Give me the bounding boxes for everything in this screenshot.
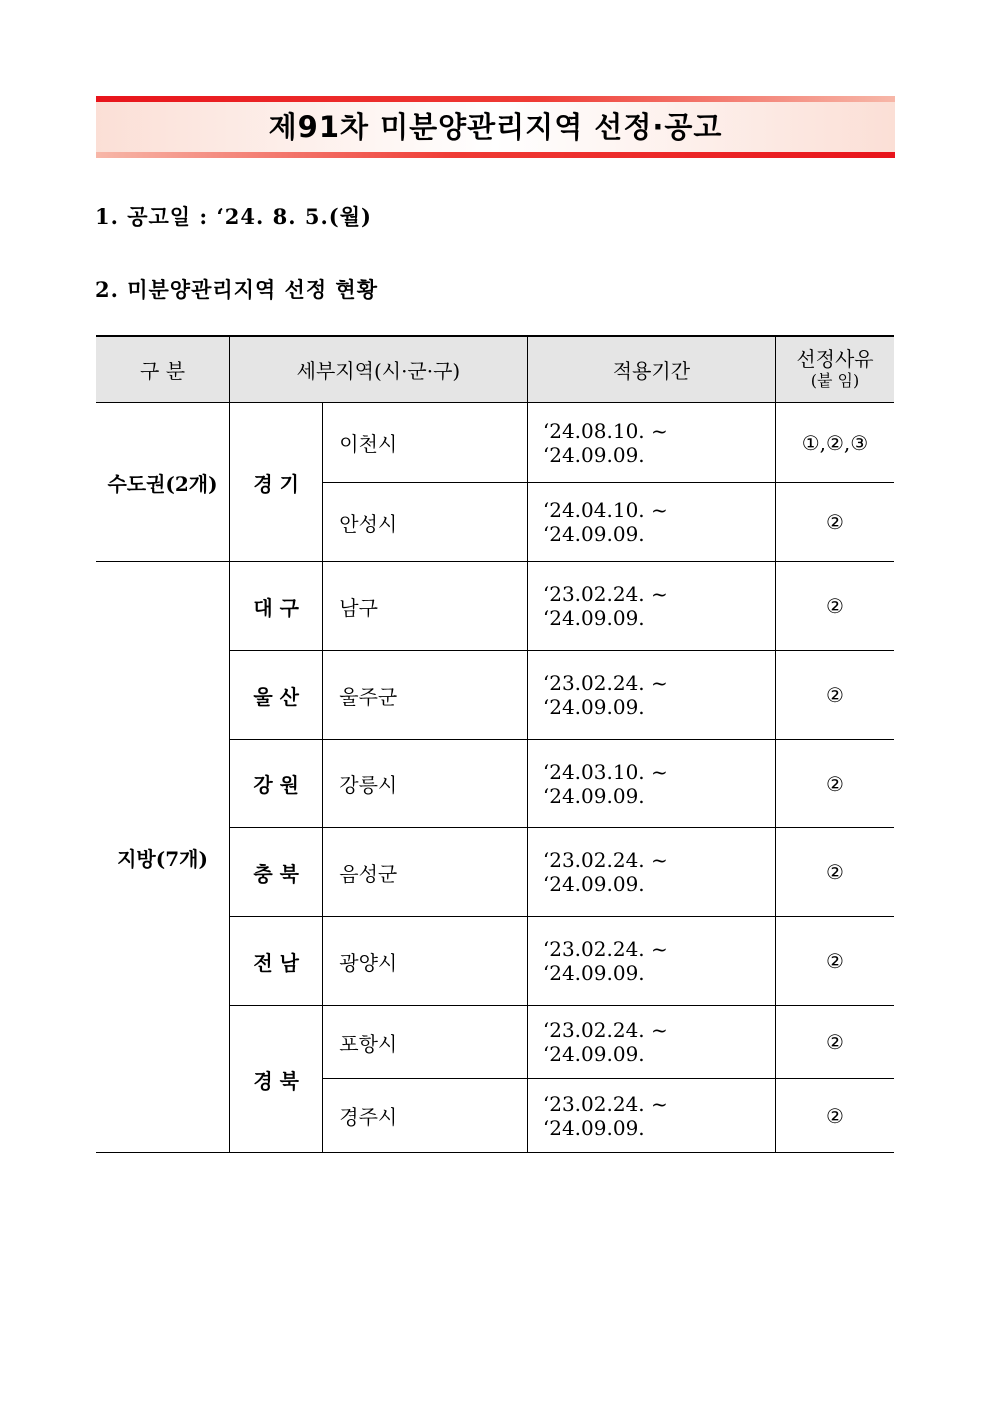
province-ulsan: 울 산 bbox=[230, 651, 323, 740]
section-heading-status: 2. 미분양관리지역 선정 현황 bbox=[95, 277, 379, 302]
reason-cell: ② bbox=[775, 483, 894, 562]
page-title: 제91차 미분양관리지역 선정·공고 bbox=[268, 110, 723, 144]
header-category: 구 분 bbox=[96, 336, 230, 403]
header-reason bbox=[775, 336, 894, 403]
period-cell: ‘24.04.10. ~ ‘24.09.09. bbox=[527, 483, 775, 562]
announcement-date: 1. 공고일 : ‘24. 8. 5.(월) bbox=[95, 204, 372, 229]
period-cell: ‘24.03.10. ~ ‘24.09.09. bbox=[527, 740, 775, 828]
reason-cell: ② bbox=[775, 1079, 894, 1153]
province-chungbuk: 충 북 bbox=[230, 828, 323, 917]
city-cell: 울주군 bbox=[323, 651, 528, 740]
city-cell: 경주시 bbox=[323, 1079, 528, 1153]
reason-cell: ② bbox=[775, 740, 894, 828]
city-cell: 포항시 bbox=[323, 1006, 528, 1079]
province-gyeongbuk: 경 북 bbox=[230, 1006, 323, 1153]
period-cell: ‘23.02.24. ~ ‘24.09.09. bbox=[527, 1079, 775, 1153]
group-capital: 수도권(2개) bbox=[96, 403, 230, 562]
title-banner bbox=[96, 96, 895, 158]
table-row bbox=[96, 562, 894, 651]
province-daegu: 대 구 bbox=[230, 562, 323, 651]
city-cell: 남구 bbox=[323, 562, 528, 651]
province-gyeonggi: 경 기 bbox=[230, 403, 323, 562]
period-cell: ‘23.02.24. ~ ‘24.09.09. bbox=[527, 651, 775, 740]
header-period: 적용기간 bbox=[527, 336, 775, 403]
reason-cell: ② bbox=[775, 828, 894, 917]
city-cell: 광양시 bbox=[323, 917, 528, 1006]
period-cell: ‘23.02.24. ~ ‘24.09.09. bbox=[527, 828, 775, 917]
table-row bbox=[96, 403, 894, 483]
designation-table bbox=[96, 335, 894, 1153]
city-cell: 강릉시 bbox=[323, 740, 528, 828]
table-header-row bbox=[96, 336, 894, 403]
period-cell: ‘24.08.10. ~ ‘24.09.09. bbox=[527, 403, 775, 483]
city-cell: 음성군 bbox=[323, 828, 528, 917]
province-jeonnam: 전 남 bbox=[230, 917, 323, 1006]
reason-cell: ② bbox=[775, 562, 894, 651]
city-cell: 안성시 bbox=[323, 483, 528, 562]
province-gangwon: 강 원 bbox=[230, 740, 323, 828]
period-cell: ‘23.02.24. ~ ‘24.09.09. bbox=[527, 562, 775, 651]
header-reason-label: 선정사유 bbox=[796, 346, 874, 371]
city-cell: 이천시 bbox=[323, 403, 528, 483]
period-cell: ‘23.02.24. ~ ‘24.09.09. bbox=[527, 1006, 775, 1079]
reason-cell: ①,②,③ bbox=[775, 403, 894, 483]
header-region: 세부지역(시·군·구) bbox=[230, 336, 528, 403]
header-reason-note: (붙 임) bbox=[810, 370, 860, 390]
banner-bottom-stripe bbox=[96, 152, 895, 158]
group-provincial: 지방(7개) bbox=[96, 562, 230, 1153]
reason-cell: ② bbox=[775, 651, 894, 740]
reason-cell: ② bbox=[775, 917, 894, 1006]
period-cell: ‘23.02.24. ~ ‘24.09.09. bbox=[527, 917, 775, 1006]
reason-cell: ② bbox=[775, 1006, 894, 1079]
